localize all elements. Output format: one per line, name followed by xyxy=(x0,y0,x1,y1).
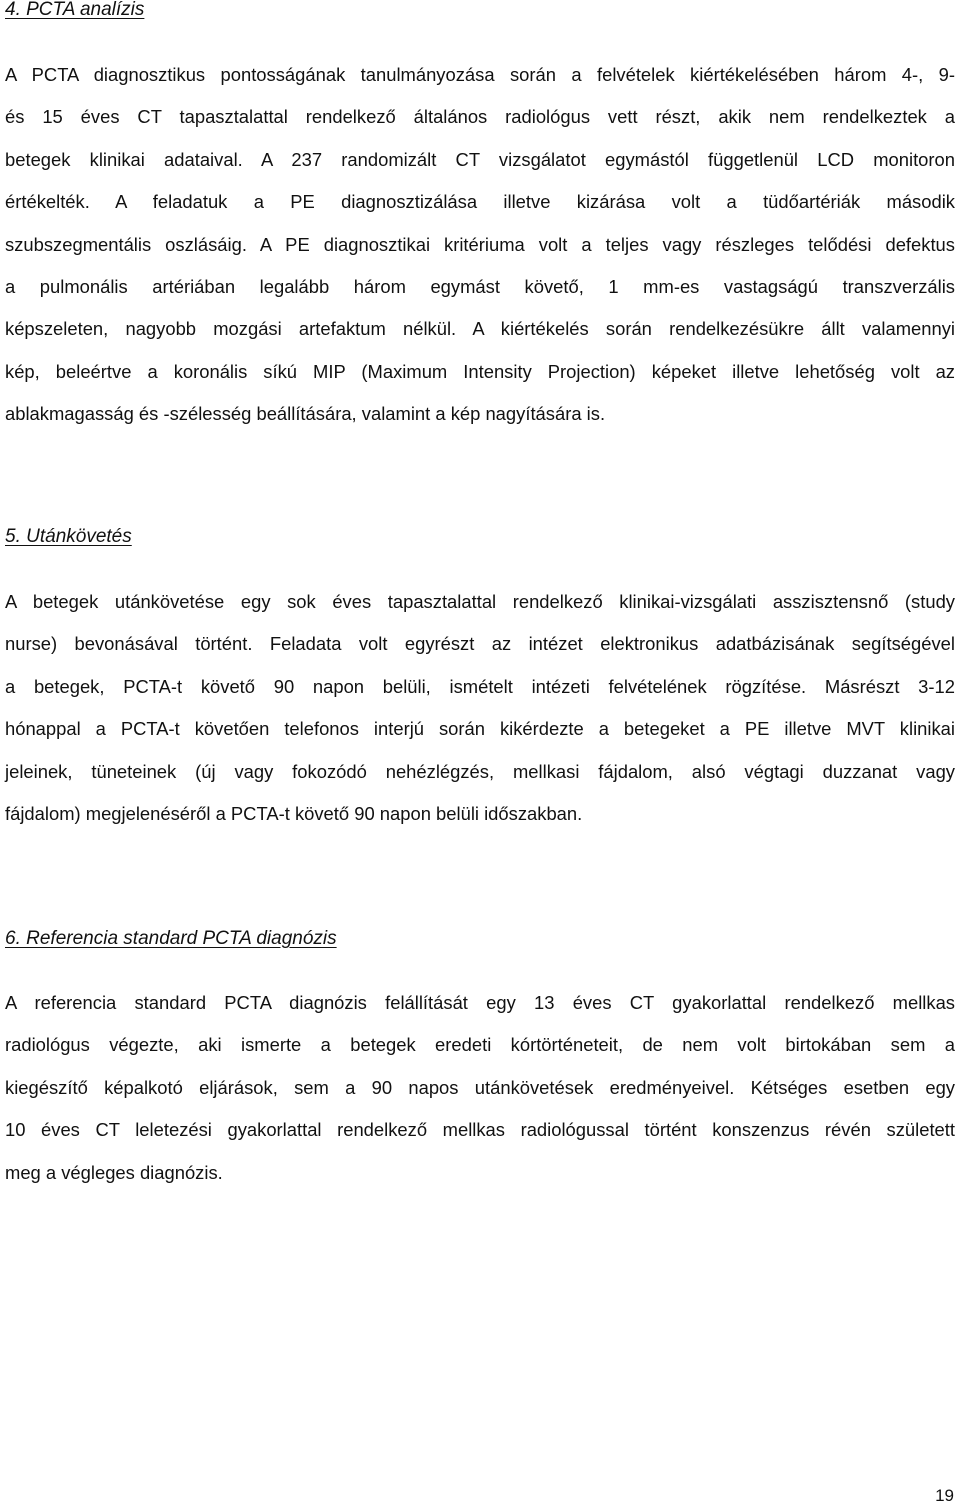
paragraph-line: értékelték. A feladatuk a PE diagnosztizálása illetve kizárása volt a tüdőartériák második xyxy=(5,191,955,213)
paragraph-line: fájdalom) megjelenéséről a PCTA-t követő 90 napon belüli időszakban. xyxy=(5,803,583,825)
paragraph-line: A PCTA diagnosztikus pontosságának tanulmányozása során a felvételek kiértékelésében három 4-, 9- xyxy=(5,64,955,85)
section-6-paragraph xyxy=(5,982,955,1194)
section-5-paragraph xyxy=(5,581,955,835)
paragraph-line: és 15 éves CT tapasztalattal rendelkező általános radiológus vett részt, akik nem rendelkeztek a xyxy=(5,106,955,128)
paragraph-line: A referencia standard PCTA diagnózis felállítását egy 13 éves CT gyakorlattal rendelkező mellkas xyxy=(5,992,955,1013)
page-number: 19 xyxy=(935,1486,954,1505)
paragraph-line: 10 éves CT leletezési gyakorlattal rendelkező mellkas radiológussal történt konszenzus révén született xyxy=(5,1119,955,1141)
paragraph-line: radiológus végezte, aki ismerte a betegek eredeti kórtörténeteit, de nem volt birtokában sem a xyxy=(5,1034,955,1056)
paragraph-line: kép, beleértve a koronális síkú MIP (Maximum Intensity Projection) képeket illetve lehetőség volt az xyxy=(5,360,955,382)
paragraph-line: betegek klinikai adataival. A 237 randomizált CT vizsgálatot egymástól függetlenül LCD monitoron xyxy=(5,148,955,170)
paragraph-line: meg a végleges diagnózis. xyxy=(5,1161,223,1183)
section-5-heading: 5. Utánkövetés xyxy=(5,526,132,547)
paragraph-line: ablakmagasság és -szélesség beállítására, valamint a kép nagyítására is. xyxy=(5,403,606,425)
paragraph-line: a pulmonális artériában legalább három egymást követő, 1 mm-es vastagságú transzverzális xyxy=(5,276,955,298)
paragraph-line: képszeleten, nagyobb mozgási artefaktum nélkül. A kiértékelés során rendelkezésükre állt valamennyi xyxy=(5,318,955,340)
paragraph-line: nurse) bevonásával történt. Feladata volt egyrészt az intézet elektronikus adatbázisának segítségével xyxy=(5,633,955,655)
paragraph-line: szubszegmentális oszlásáig. A PE diagnosztikai kritériuma volt a teljes vagy részleges telődési defektus xyxy=(5,233,955,255)
paragraph-line: a betegek, PCTA-t követő 90 napon belüli, ismételt intézeti felvételének rögzítése. Másrészt 3-12 xyxy=(5,675,955,697)
paragraph-line: jeleinek, tüneteinek (új vagy fokozódó nehézlégzés, mellkasi fájdalom, alsó végtagi duzzanat vagy xyxy=(5,760,955,782)
section-6-heading: 6. Referencia standard PCTA diagnózis xyxy=(5,928,337,949)
paragraph-line: kiegészítő képalkotó eljárások, sem a 90 napos utánkövetések eredményeivel. Kétséges esetben egy xyxy=(5,1076,955,1098)
paragraph-line: A betegek utánkövetése egy sok éves tapasztalattal rendelkező klinikai-vizsgálati asszisztensnő (study xyxy=(5,591,955,612)
section-4-paragraph xyxy=(5,54,955,436)
section-4-heading: 4. PCTA analízis xyxy=(5,0,145,20)
paragraph-line: hónappal a PCTA-t követően telefonos interjú során kikérdezte a betegeket a PE illetve MVT klinikai xyxy=(5,718,955,740)
